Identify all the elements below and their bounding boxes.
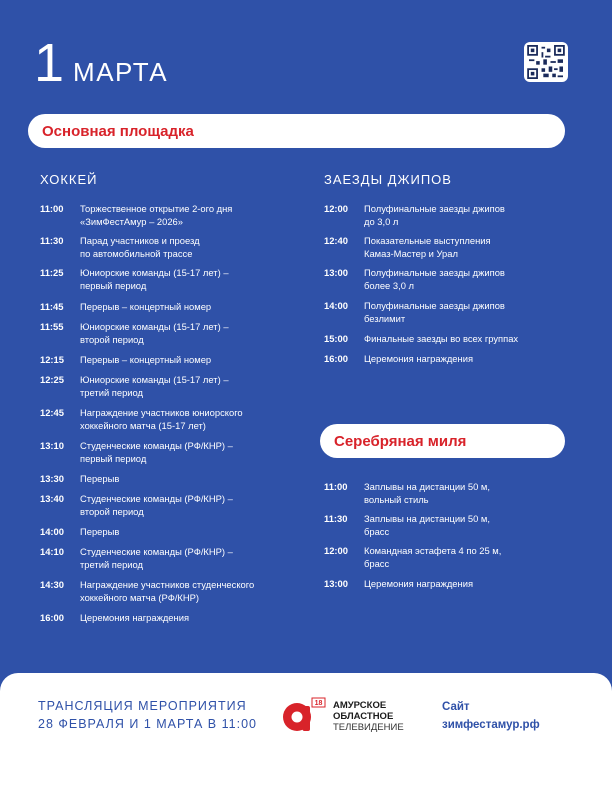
jeeps-row (324, 267, 505, 292)
jeeps-row (324, 235, 491, 260)
row-description-line: второй период (80, 505, 144, 517)
row-time: 13:00 (324, 267, 348, 278)
hockey-row (40, 374, 229, 399)
row-time: 11:30 (40, 235, 64, 246)
row-description-line: Заплывы на дистанции 50 м, (364, 481, 490, 492)
row-description-line: Камаз-Мастер и Урал (364, 247, 458, 259)
row-description-line: Студенческие команды (РФ/КНР) – (80, 546, 233, 557)
row-description-line: Торжественное открытие 2-ого дня (80, 203, 233, 214)
row-description (80, 235, 200, 260)
row-description (364, 353, 473, 366)
row-description-line: Перерыв – концертный номер (80, 301, 212, 312)
row-description (80, 440, 233, 465)
site-label: Сайт (442, 701, 470, 713)
row-time: 12:15 (40, 354, 64, 365)
logo-text (333, 700, 404, 733)
row-description-line: Награждение участников студенческого (80, 579, 255, 590)
row-description-line: Церемония награждения (364, 578, 474, 589)
row-time: 11:00 (324, 481, 348, 492)
logo-line-1: АМУРСКОЕ (333, 700, 387, 711)
row-description-line: Полуфинальные заезды джипов (364, 300, 505, 311)
hockey-row (40, 473, 119, 486)
jeeps-row (324, 203, 505, 228)
row-description-line: Полуфинальные заезды джипов (364, 267, 505, 278)
main-venue-banner (28, 114, 565, 148)
row-description (364, 300, 505, 325)
row-description-line: Награждение участников юниорского (80, 407, 243, 418)
row-time: 12:00 (324, 203, 348, 214)
row-description-line: Юниорские команды (15-17 лет) – (80, 374, 229, 385)
silver-mile-banner (320, 424, 565, 458)
silver_mile-row (324, 578, 473, 591)
footer (0, 673, 612, 800)
hockey-row (40, 440, 233, 465)
row-time: 14:10 (40, 546, 64, 557)
row-description-line: третий период (80, 386, 144, 398)
row-description (80, 321, 229, 346)
event-date (34, 33, 169, 93)
row-time: 13:30 (40, 473, 64, 484)
row-time: 12:25 (40, 374, 64, 385)
row-description-line: Заплывы на дистанции 50 м, (364, 513, 490, 524)
row-time: 11:30 (324, 513, 348, 524)
row-description-line: первый период (80, 452, 147, 464)
row-description-line: первый период (80, 279, 147, 291)
hockey-row (40, 546, 233, 571)
silver_mile-row (324, 481, 490, 506)
row-description-line: брасс (364, 525, 390, 537)
row-time: 14:00 (324, 300, 348, 311)
silver-mile-title: Серебряная миля (334, 432, 467, 450)
row-time: 11:25 (40, 267, 64, 278)
broadcast-info (38, 697, 257, 733)
hockey-row (40, 267, 229, 292)
row-description-line: Перерыв – концертный номер (80, 354, 212, 365)
hockey-row (40, 612, 189, 625)
hockey-row (40, 407, 243, 432)
row-description (80, 546, 233, 571)
row-description (80, 354, 211, 367)
silver_mile-row (324, 545, 501, 570)
hockey-row (40, 203, 232, 228)
row-description-line: Студенческие команды (РФ/КНР) – (80, 440, 233, 451)
logo-line-2: ОБЛАСТНОЕ (333, 711, 394, 722)
row-time: 11:00 (40, 203, 64, 214)
row-description-line: Парад участников и проезд (80, 235, 200, 246)
row-description-line: «ЗимФестАмур – 2026» (80, 215, 183, 227)
row-time: 13:00 (324, 578, 348, 589)
row-time: 12:00 (324, 545, 348, 556)
row-description-line: Студенческие команды (РФ/КНР) – (80, 493, 233, 504)
row-description-line: по автомобильной трассе (80, 247, 193, 259)
broadcast-line-1: ТРАНСЛЯЦИЯ МЕРОПРИЯТИЯ (38, 699, 247, 713)
amur-tv-logo-icon (280, 695, 326, 735)
row-description (80, 203, 232, 228)
jeeps-row (324, 353, 473, 366)
row-description (80, 612, 189, 625)
row-description (80, 407, 243, 432)
row-time: 13:40 (40, 493, 64, 504)
row-description (80, 267, 229, 292)
jeeps-row (324, 300, 505, 325)
row-description-line: третий период (80, 558, 144, 570)
row-description-line: Церемония награждения (80, 612, 190, 623)
date-day: 1 (34, 33, 65, 93)
row-time: 11:45 (40, 301, 64, 312)
row-description-line: Церемония награждения (364, 353, 474, 364)
row-description (364, 203, 505, 228)
qr-code-icon[interactable] (524, 42, 568, 82)
hockey-row (40, 526, 119, 539)
hockey-row (40, 493, 233, 518)
row-time: 13:10 (40, 440, 64, 451)
row-description-line: безлимит (364, 312, 406, 324)
row-description (364, 267, 505, 292)
row-description (364, 545, 501, 570)
site-link[interactable]: зимфестамур.рф (442, 719, 540, 731)
row-description-line: до 3,0 л (364, 215, 399, 227)
row-description-line: Перерыв (80, 526, 120, 537)
row-time: 14:00 (40, 526, 64, 537)
row-description-line: брасс (364, 557, 390, 569)
row-description (364, 481, 490, 506)
row-description (80, 526, 119, 539)
row-description-line: Перерыв (80, 473, 120, 484)
silver_mile-row (324, 513, 490, 538)
row-description (364, 578, 473, 591)
row-description-line: Командная эстафета 4 по 25 м, (364, 545, 502, 556)
row-description (364, 333, 518, 346)
row-description (80, 493, 233, 518)
logo-line-3: ТЕЛЕВИДЕНИЕ (333, 722, 404, 733)
hockey-row (40, 321, 229, 346)
hockey-row (40, 354, 211, 367)
broadcast-line-2: 28 ФЕВРАЛЯ И 1 МАРТА В 11:00 (38, 717, 257, 731)
row-time: 11:55 (40, 321, 64, 332)
row-time: 14:30 (40, 579, 64, 590)
hockey-row (40, 235, 200, 260)
row-description-line: более 3,0 л (364, 279, 414, 291)
row-description (80, 374, 229, 399)
row-time: 15:00 (324, 333, 348, 344)
jeeps-row (324, 333, 518, 346)
row-description-line: хоккейного матча (РФ/КНР) (80, 591, 200, 603)
row-time: 12:45 (40, 407, 64, 418)
row-description-line: Полуфинальные заезды джипов (364, 203, 505, 214)
main-venue-title: Основная площадка (42, 122, 194, 140)
row-description (80, 579, 254, 604)
hockey-row (40, 301, 211, 314)
row-time: 16:00 (324, 353, 348, 364)
row-description-line: второй период (80, 333, 144, 345)
date-month: МАРТА (73, 57, 169, 87)
qr-code-graphic (527, 45, 565, 79)
website (442, 698, 540, 734)
row-time: 16:00 (40, 612, 64, 623)
row-description-line: Юниорские команды (15-17 лет) – (80, 267, 229, 278)
row-description-line: хоккейного матча (15-17 лет) (80, 419, 206, 431)
row-description (80, 473, 119, 486)
row-description-line: Финальные заезды во всех группах (364, 333, 519, 344)
logo-badge: 18 (314, 700, 323, 708)
hockey-row (40, 579, 254, 604)
row-description (80, 301, 211, 314)
row-description-line: Юниорские команды (15-17 лет) – (80, 321, 229, 332)
jeeps-title: ЗАЕЗДЫ ДЖИПОВ (324, 172, 452, 187)
row-description-line: Показательные выступления (364, 235, 491, 246)
row-description-line: вольный стиль (364, 493, 429, 505)
row-description (364, 513, 490, 538)
row-time: 12:40 (324, 235, 348, 246)
hockey-title: ХОККЕЙ (40, 172, 98, 187)
row-description (364, 235, 491, 260)
